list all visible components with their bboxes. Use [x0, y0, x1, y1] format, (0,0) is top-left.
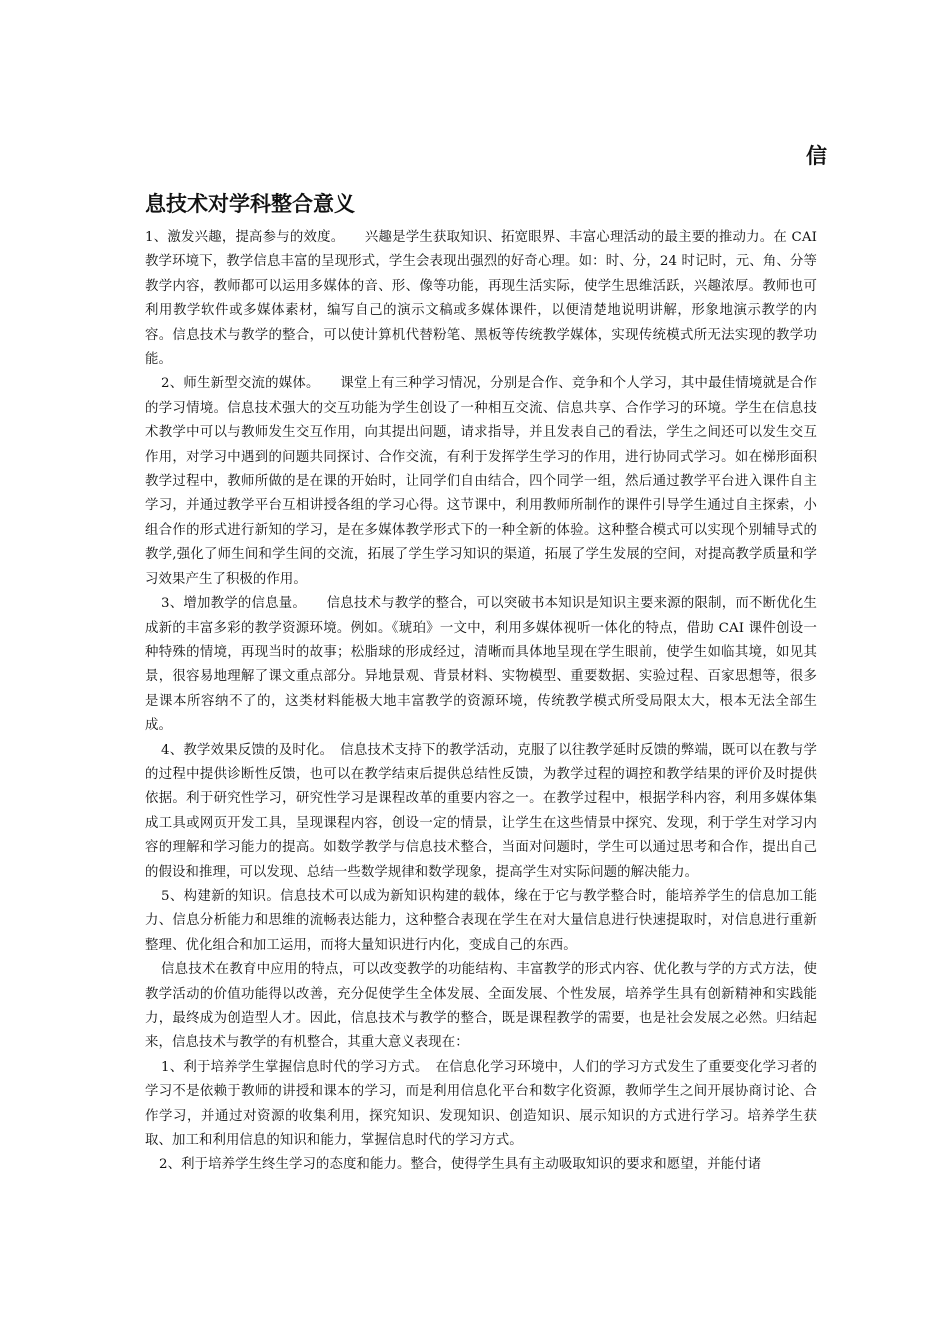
paragraph-8: 2、利于培养学生终生学习的态度和能力。整合，使得学生具有主动吸取知识的要求和愿望，并能付诸: [159, 1157, 762, 1173]
document-title: 息技术对学科整合意义: [145, 192, 355, 216]
paragraph-7: 1、利于培养学生掌握信息时代的学习方式。 在信息化学习环境中，人们的学习方式发生了重要变化学习者的学习不是依赖于教师的讲授和课本的学习，而是利用信息化平台和数字化资源，教师学生之间开展协商讨论、合作学习，并通过对资源的收集利用，探究知识、发现知识、创造知识、展示知识的方式进行学习。培养学生获取、加工和利用信息的知识和能力，掌握信息时代的学习方式。: [145, 1059, 817, 1149]
paragraph-6: 信息技术在教育中应用的特点，可以改变教学的功能结构、丰富教学的形式内容、优化教与学的方式方法，使教学活动的价值功能得以改善，充分促使学生全体发展、全面发展、个性发展，培养学生具有创新精神和实践能力，最终成为创造型人才。因此，信息技术与教学的整合，既是课程教学的需要，也是社会发展之必然。归结起来，信息技术与教学的有机整合，其重大意义表现在：: [145, 962, 817, 1051]
paragraph-1: 1、激发兴趣，提高参与的效度。 兴趣是学生获取知识、拓宽眼界、丰富心理活动的最主要的推动力。在 CAI 教学环境下，教学信息丰富的呈现形式，学生会表现出强烈的好奇心理。如：时、分，24 时记时，元、角、分等教学内容，教师都可以运用多媒体的音、形、像等功能，再现生活实际，使学生思维活跃，兴趣浓厚。教师也可利用教学软件或多媒体素材，编写自己的演示文稿或多媒体课件，以便清楚地说明讲解，形象地演示教学的内容。信息技术与教学的整合，可以使计算机代替粉笔、黑板等传统教学媒体，实现传统模式所无法实现的教学功能。: [145, 230, 817, 368]
paragraph-2: 2、师生新型交流的媒体。 课堂上有三种学习情况，分别是合作、竞争和个人学习，其中最佳情境就是合作的学习情境。信息技术强大的交互功能为学生创设了一种相互交流、信息共享、合作学习的环境。学生在信息技术教学中可以与教师发生交互作用，向其提出问题，请求指导，并且发表自己的看法，学生之间还可以发生交互作用，对学习中遇到的问题共同探讨、合作交流，有利于发挥学生学习的作用，进行协同式学习。如在梯形面积教学过程中，教师所做的是在课的开始时，让同学们自由结合，四个同学一组，然后通过教学平台进入课件自主学习，并通过教学平台互相讲授各组的学习心得。这节课中，利用教师所制作的课件引导学生通过自主探索，小组合作的形式进行新知的学习，是在多媒体教学形式下的一种全新的体验。这种整合模式可以实现个别辅导式的教学,强化了师生间和学生间的交流，拓展了学生学习知识的渠道，拓展了学生发展的空间，对提高教学质量和学习效果产生了积极的作用。: [145, 376, 817, 587]
body-text: [145, 226, 817, 1178]
paragraph-3: 3、增加教学的信息量。 信息技术与教学的整合，可以突破书本知识是知识主要来源的限制，而不断优化生成新的丰富多彩的教学资源环境。例如。《琥珀》一文中，利用多媒体视听一体化的特点，借助 CAI 课件创设一种特殊的情境，再现当时的故事；松脂球的形成经过，清晰而具体地呈现在学生眼前，使学生如临其境，如见其景，很容易地理解了课文重点部分。异地景观、背景材料、实物模型、重要数据、实验过程、百家思想等，很多是课本所容纳不了的，这类材料能极大地丰富教学的资源环境，传统教学模式所受局限太大，根本无法全部生成。: [145, 596, 817, 734]
paragraph-4: 4、教学效果反馈的及时化。 信息技术支持下的教学活动，克服了以往教学延时反馈的弊端，既可以在教与学的过程中提供诊断性反馈，也可以在教学结束后提供总结性反馈，为教学过程的调控和教学结果的评价及时提供依据。利于研究性学习，研究性学习是课程改革的重要内容之一。在教学过程中，根据学科内容，利用多媒体集成工具或网页开发工具，呈现课程内容，创设一定的情景，让学生在这些情景中探究、发现，利于学生对学习内容的理解和学习能力的提高。如数学教学与信息技术整合，当面对问题时，学生可以通过思考和合作，提出自己的假设和推理，可以发现、总结一些数学规律和数学现象，提高学生对实际问题的解决能力。: [145, 742, 817, 880]
title-first-char: 信: [806, 144, 827, 168]
paragraph-5: 5、构建新的知识。信息技术可以成为新知识构建的载体，缘在于它与教学整合时，能培养学生的信息加工能力、信息分析能力和思维的流畅表达能力，这种整合表现在学生在对大量信息进行快速提取时，对信息进行重新整理、优化组合和加工运用，而将大量知识进行内化，变成自己的东西。: [145, 888, 817, 953]
